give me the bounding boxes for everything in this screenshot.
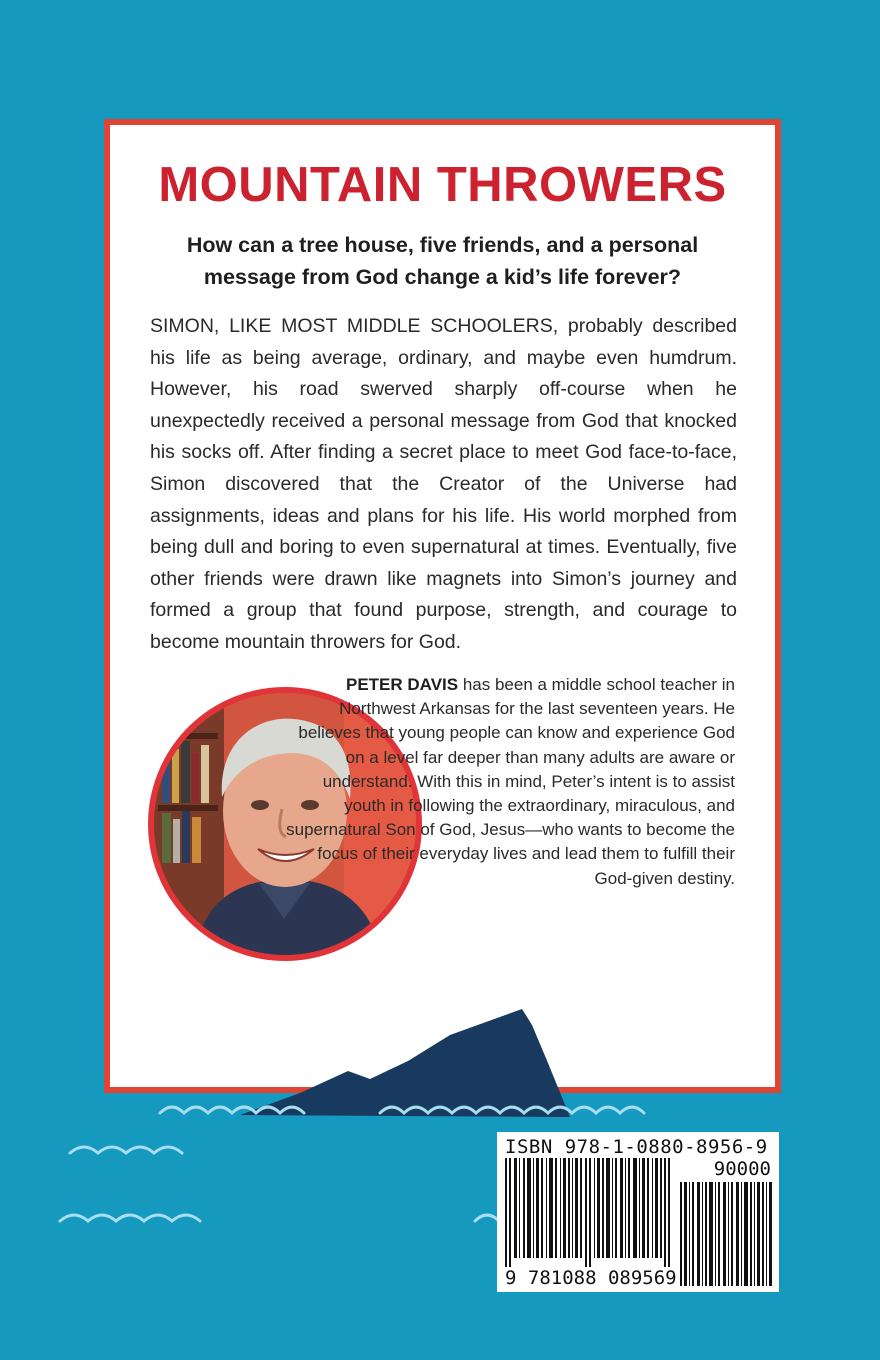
barcode-bars — [505, 1158, 670, 1270]
author-bio — [282, 673, 735, 891]
author-bio-text: has been a middle school teacher in Northwest Arkansas for the last seventeen years. He believes that young people can know and experience God on a level far deeper than many adults are aware or understand. With this in mind, Peter’s intent is to assist youth in following the extraordinary, miraculous, and supernatural Son of God, Jesus—who wants to become the focus of their everyday lives and lead them to fulfill their God-given destiny. — [286, 675, 735, 888]
back-cover-panel — [104, 119, 781, 1093]
addon-barcode-bars — [680, 1182, 772, 1286]
isbn-barcode — [497, 1132, 779, 1292]
author-name: PETER DAVIS — [346, 675, 459, 694]
ean-digits: 9 781088 089569 — [505, 1267, 677, 1289]
book-title: MOUNTAIN THROWERS — [158, 158, 727, 212]
tagline: How can a tree house, five friends, and a personal message from God change a kid’s life forever? — [186, 233, 699, 289]
price-addon-text: 90000 — [713, 1158, 771, 1180]
book-blurb: SIMON, LIKE MOST MIDDLE SCHOOLERS, probably described his life as being average, ordinary, and maybe even humdrum. However, his road swerved sharply off-course when he unexpectedly received a personal message from God that knocked his socks off. After finding a secret place to meet God face-to-face, Simon discovered that the Creator of the Universe had assignments, ideas and plans for his life. His world morphed from being dull and boring to even supernatural at times. Eventually, five other friends were drawn like magnets into Simon’s journey and formed a group that found purpose, strength, and courage to become mountain throwers for God. — [150, 315, 737, 653]
isbn-text: ISBN 978-1-0880-8956-9 — [505, 1136, 768, 1158]
